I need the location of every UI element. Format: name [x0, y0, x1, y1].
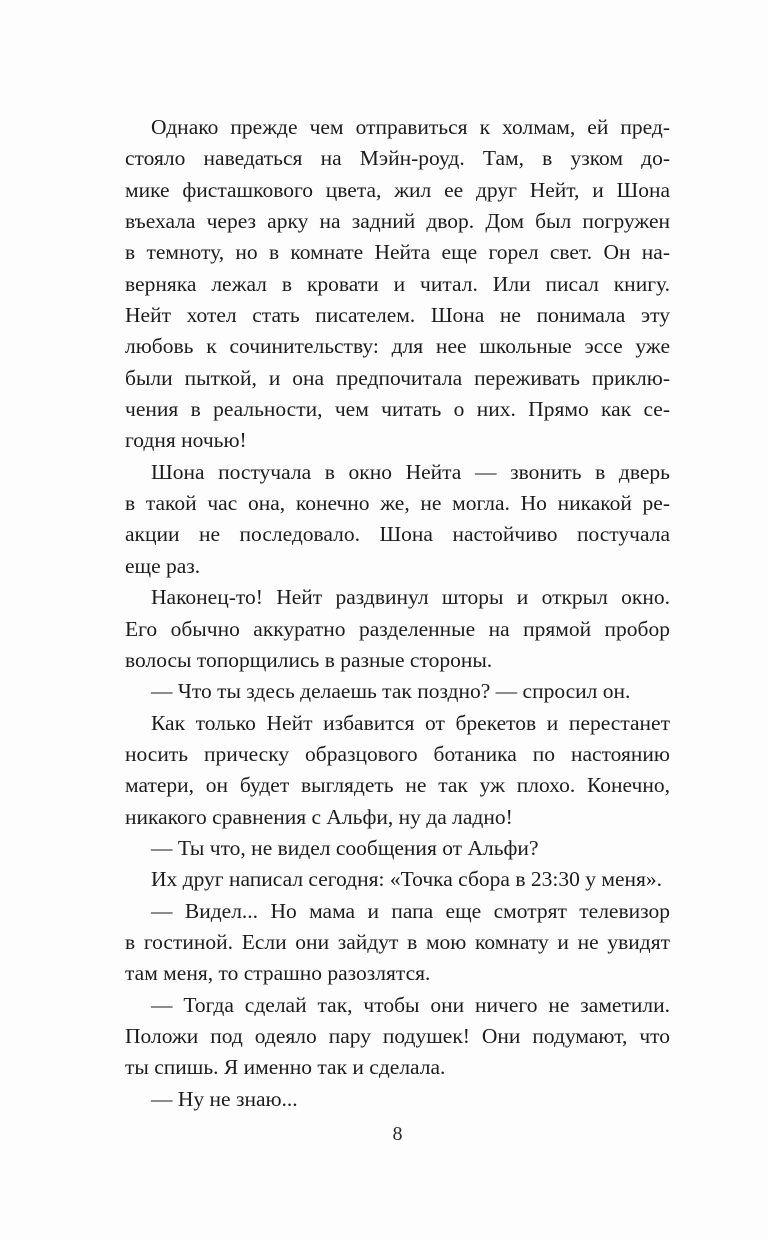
text-line: акции не последовало. Шона настойчиво постучала [125, 522, 670, 547]
text-line: там меня, то страшно разозлятся. [125, 961, 431, 986]
text-line: — Ты что, не видел сообщения от Альфи? [151, 835, 539, 860]
text-line: ты спишь. Я именно так и сделала. [125, 1055, 446, 1080]
text-line: еще раз. [125, 553, 201, 578]
text-line: Нейт хотел стать писателем. Шона не понимала эту [125, 303, 670, 328]
text-line: Наконец-то! Нейт раздвинул шторы и открыл окно. [151, 585, 670, 610]
text-line: в темноту, но в комнате Нейта еще горел свет. Он на- [125, 240, 670, 265]
text-line: Однако прежде чем отправиться к холмам, ей пред- [151, 115, 670, 139]
text-line: никакого сравнения с Альфи, ну да ладно! [125, 804, 513, 829]
text-line: волосы топорщились в разные стороны. [125, 647, 493, 672]
text-line: Шона постучала в окно Нейта — звонить в дверь [151, 459, 670, 484]
text-line: — Тогда сделай так, чтобы они ничего не заметили. [151, 992, 670, 1017]
text-line: были пыткой, и она предпочитала переживать приклю- [125, 365, 670, 390]
text-line: матери, он будет выглядеть не так уж плохо. Конечно, [125, 773, 670, 798]
text-line: — Ну не знаю... [151, 1086, 298, 1111]
text-line: стояло наведаться на Мэйн-роуд. Там, в узком до- [125, 146, 670, 171]
text-line: верняка лежал в кровати и читал. Или писал книгу. [125, 271, 670, 296]
text-line: чения в реальности, чем читать о них. Прямо как се- [125, 397, 670, 422]
text-line: носить прическу образцового ботаника по настоянию [125, 741, 670, 766]
page-text [125, 112, 670, 1115]
text-line: Как только Нейт избавится от брекетов и перестанет [151, 710, 670, 735]
text-line: в гостиной. Если они зайдут в мою комнату и не увидят [125, 929, 670, 954]
text-line: Положи под одеяло пару подушек! Они подумают, что [125, 1023, 670, 1048]
text-line: мике фисташкового цвета, жил ее друг Нейт, и Шона [125, 177, 670, 202]
text-line: годня ночью! [125, 428, 247, 453]
text-line: — Видел... Но мама и папа еще смотрят телевизор [151, 898, 670, 923]
text-line: въехала через арку на задний двор. Дом был погружен [125, 209, 670, 234]
text-line: — Что ты здесь делаешь так поздно? — спросил он. [151, 679, 631, 704]
text-line: Его обычно аккуратно разделенные на прямой пробор [125, 616, 670, 641]
text-line: Их друг написал сегодня: «Точка сбора в 23:30 у меня». [151, 867, 663, 892]
page-number: 8 [392, 1123, 403, 1145]
text-line: в такой час она, конечно же, не могла. Но никакой ре- [125, 491, 670, 516]
text-line: любовь к сочинительству: для нее школьные эссе уже [125, 334, 670, 359]
